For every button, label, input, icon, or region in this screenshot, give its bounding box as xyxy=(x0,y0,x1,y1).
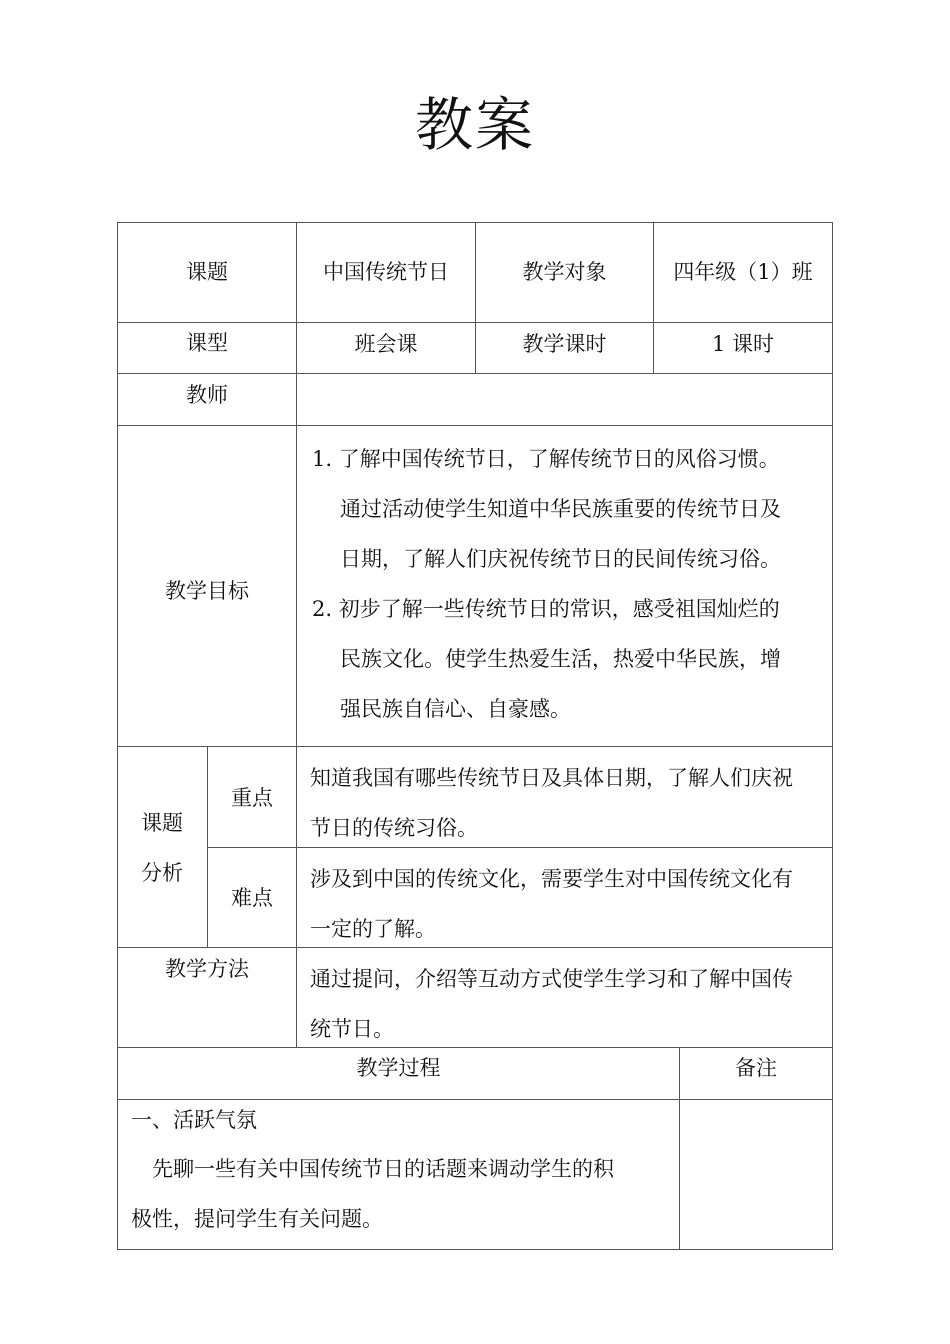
topic-label: 课题 xyxy=(186,260,228,284)
method-line: 通过提问，介绍等互动方式使学生学习和了解中国传 xyxy=(310,967,793,991)
section-line: 极性，提问学生有关问题。 xyxy=(131,1207,383,1231)
audience-value: 四年级（1）班 xyxy=(673,260,813,284)
section-title: 一、活跃气氛 xyxy=(131,1108,257,1132)
hours-value: 1 课时 xyxy=(711,332,775,356)
key-point-label: 重点 xyxy=(231,786,273,810)
analysis-label-1: 课题 xyxy=(141,811,183,835)
method-line: 统节日。 xyxy=(310,1017,394,1041)
goal-line: 强民族自信心、自豪感。 xyxy=(340,697,571,721)
goal-line: 2. 初步了解一些传统节日的常识，感受祖国灿烂的 xyxy=(312,597,780,621)
notes-header: 备注 xyxy=(735,1056,777,1080)
difficulty-line: 涉及到中国的传统文化，需要学生对中国传统文化有 xyxy=(310,867,793,891)
key-point-line: 节日的传统习俗。 xyxy=(310,816,478,840)
method-label: 教学方法 xyxy=(165,957,249,981)
goals-label: 教学目标 xyxy=(165,579,249,603)
process-header: 教学过程 xyxy=(356,1056,441,1080)
goal-line: 民族文化。使学生热爱生活，热爱中华民族，增 xyxy=(340,647,781,671)
analysis-label-2: 分析 xyxy=(141,861,183,885)
difficulty-line: 一定的了解。 xyxy=(310,917,436,941)
section-line: 先聊一些有关中国传统节日的话题来调动学生的积 xyxy=(152,1157,614,1181)
teacher-label: 教师 xyxy=(186,383,228,407)
hours-label: 教学课时 xyxy=(522,332,607,356)
goal-line: 日期，了解人们庆祝传统节日的民间传统习俗。 xyxy=(340,547,781,571)
difficulty-label: 难点 xyxy=(231,886,273,910)
audience-label: 教学对象 xyxy=(522,260,607,284)
document-title: 教案 xyxy=(414,91,535,159)
goal-line: 通过活动使学生知道中华民族重要的传统节日及 xyxy=(340,497,781,521)
type-value: 班会课 xyxy=(354,332,418,356)
goal-line: 1. 了解中国传统节日，了解传统节日的风俗习惯。 xyxy=(312,447,780,471)
topic-value: 中国传统节日 xyxy=(323,260,449,284)
type-label: 课型 xyxy=(186,331,228,355)
key-point-line: 知道我国有哪些传统节日及具体日期，了解人们庆祝 xyxy=(310,766,793,790)
